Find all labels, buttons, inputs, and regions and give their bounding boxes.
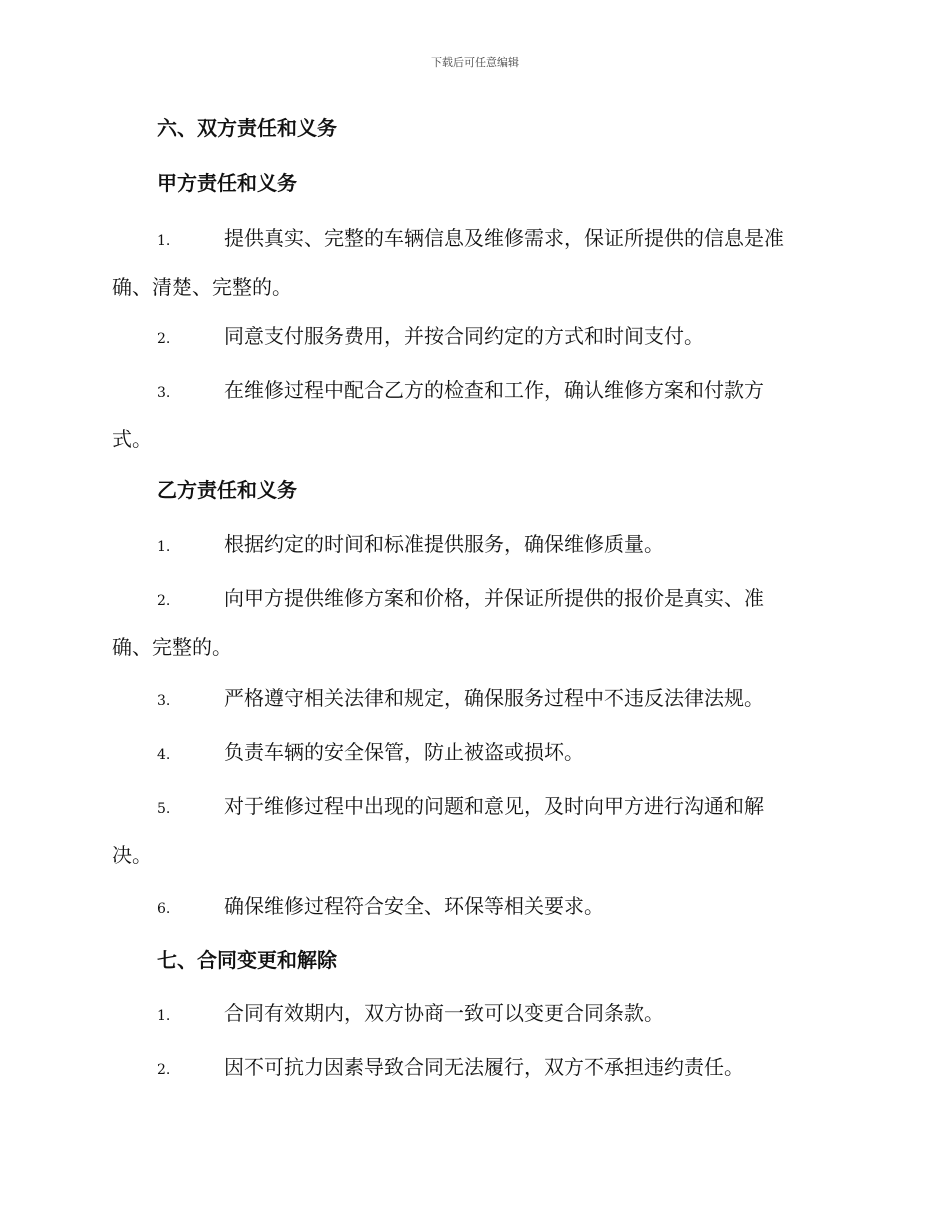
party-a-title: 甲方责任和义务 [157,171,297,195]
item-number: 2. [157,331,171,347]
item-number: 6. [157,901,171,917]
item-text: 确保维修过程符合安全、环保等相关要求。 [224,894,604,918]
section-6-title: 六、双方责任和义务 [157,116,337,140]
item-text: 负责车辆的安全保管，防止被盗或损坏。 [224,740,584,764]
list-item [112,729,837,778]
item-text: 严格遵守相关法律和规定，确保服务过程中不违反法律法规。 [224,686,764,710]
item-text-continued: 式。 [112,427,152,451]
list-item [112,215,837,310]
item-number: 2. [157,1062,171,1078]
item-text: 向甲方提供维修方案和价格，并保证所提供的报价是真实、准 [224,586,764,610]
party-b-title: 乙方责任和义务 [157,478,297,502]
list-item [112,990,837,1039]
page-header: 下载后可任意编辑 [431,56,519,69]
item-number: 1. [157,1008,171,1024]
list-item [112,313,837,362]
item-text: 合同有效期内，双方协商一致可以变更合同条款。 [224,1001,664,1025]
item-text: 根据约定的时间和标准提供服务，确保维修质量。 [224,532,664,556]
list-item [112,883,837,932]
section-7-title: 七、合同变更和解除 [157,948,337,972]
item-number: 4. [157,747,171,763]
item-number: 5. [157,801,171,817]
item-text: 提供真实、完整的车辆信息及维修需求，保证所提供的信息是准 [224,226,784,250]
item-text-continued: 决。 [112,843,152,867]
list-item [112,575,837,670]
item-text: 同意支付服务费用，并按合同约定的方式和时间支付。 [224,324,704,348]
item-number: 1. [157,233,171,249]
item-number: 2. [157,593,171,609]
list-item [112,675,837,724]
item-number: 3. [157,693,171,709]
item-number: 1. [157,539,171,555]
item-number: 3. [157,385,171,401]
list-item [112,1044,837,1093]
item-text-continued: 确、完整的。 [112,635,232,659]
item-text: 因不可抗力因素导致合同无法履行，双方不承担违约责任。 [224,1055,744,1079]
item-text: 在维修过程中配合乙方的检查和工作，确认维修方案和付款方 [224,378,764,402]
item-text: 对于维修过程中出现的问题和意见，及时向甲方进行沟通和解 [224,794,764,818]
list-item [112,521,837,570]
list-item [112,367,837,462]
list-item [112,783,837,878]
item-text-continued: 确、清楚、完整的。 [112,275,292,299]
